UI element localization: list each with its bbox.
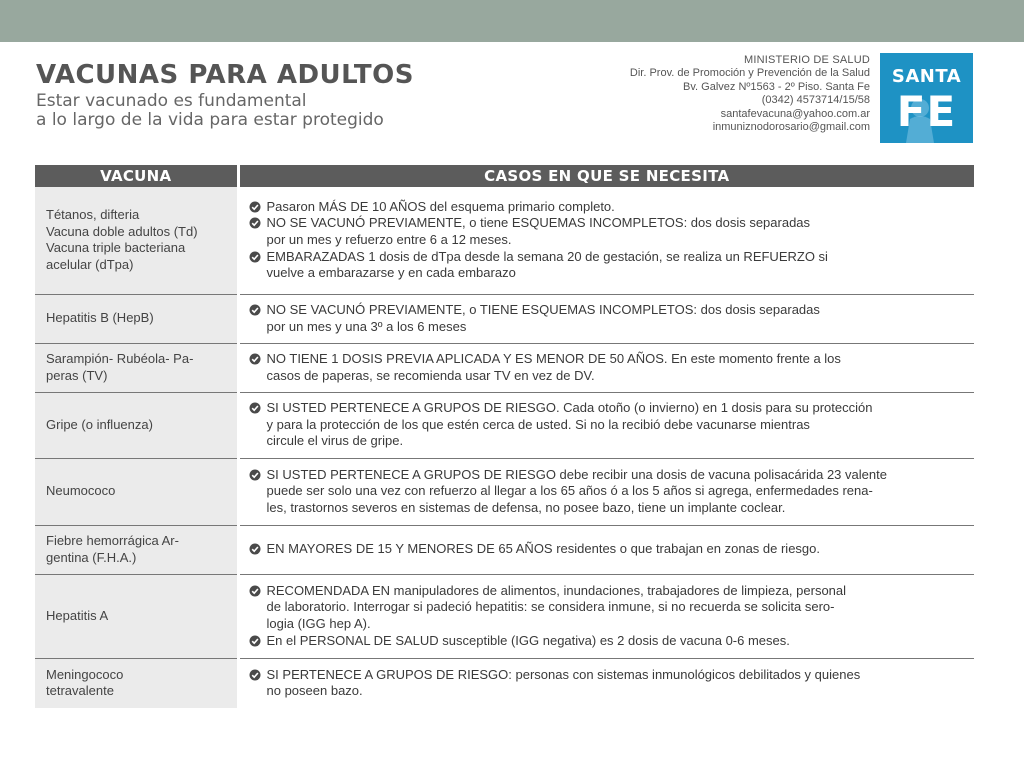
check-circle-icon: [249, 543, 261, 555]
column-header-casos: CASOS EN QUE SE NECESITA: [238, 165, 974, 187]
vaccine-name: [35, 658, 238, 708]
ministry-contact-block: [630, 54, 870, 134]
case-text-line: RECOMENDADA EN manipuladores de alimentos, inundaciones, trabajadores de limpieza, personal: [266, 582, 847, 598]
vaccine-cases: [238, 294, 974, 343]
check-circle-icon: [249, 353, 261, 365]
vaccine-name-line: Sarampión- Rubéola- Pa-: [46, 350, 194, 366]
vaccine-cases: [238, 525, 974, 574]
case-text-line: logia (IGG hep A).: [266, 616, 371, 631]
case-text-line: por un mes y refuerzo entre 6 a 12 meses.: [266, 231, 512, 247]
vaccine-name-line: Vacuna doble adultos (Td): [46, 223, 198, 239]
vaccine-name: [35, 392, 238, 458]
ministry-address: Bv. Galvez Nº1563 - 2º Piso. Santa Fe: [683, 80, 870, 93]
case-text-line: Pasaron MÁS DE 10 AÑOS del esquema primario completo.: [266, 198, 615, 214]
case-text-line: de laboratorio. Interrogar si padeció hepatitis: se considera inmune, si no recuerda se solicita sero-: [266, 599, 835, 615]
case-text-line: EN MAYORES DE 15 Y MENORES DE 65 AÑOS residentes o que trabajan en zonas de riesgo.: [266, 541, 820, 557]
vaccine-name-line: acelular (dTpa): [46, 256, 134, 272]
case-text-line: NO TIENE 1 DOSIS PREVIA APLICADA Y ES MENOR DE 50 AÑOS. En este momento frente a los: [266, 350, 841, 366]
case-item: [249, 199, 969, 216]
case-text-line: circule el virus de gripe.: [266, 433, 404, 449]
vaccine-name-line: Hepatitis B (HepB): [46, 310, 154, 326]
vaccine-name: [35, 574, 238, 658]
check-circle-icon: [249, 251, 261, 263]
case-item: [249, 302, 969, 335]
case-text-line: SI USTED PERTENECE A GRUPOS DE RIESGO. Cada otoño (o invierno) en 1 dosis para su protección: [266, 400, 873, 416]
case-text-line: vuelve a embarazarse y en cada embarazo: [266, 265, 516, 281]
vaccine-name-line: Fiebre hemorrágica Ar-: [46, 532, 179, 548]
vaccine-name-line: Vacuna triple bacteriana: [46, 240, 186, 256]
vaccine-table: [35, 165, 974, 708]
vaccine-name: [35, 294, 238, 343]
check-circle-icon: [249, 201, 261, 213]
subtitle-line-2: a lo largo de la vida para estar protegido: [36, 110, 384, 130]
table-row: [35, 574, 974, 658]
vaccine-cases: [238, 392, 974, 458]
case-item: [249, 400, 969, 450]
case-text-line: NO SE VACUNÓ PREVIAMENTE, o TIENE ESQUEMAS INCOMPLETOS: dos dosis separadas: [266, 301, 820, 317]
vaccine-name-line: Hepatitis A: [46, 607, 109, 623]
case-item: [249, 541, 969, 558]
case-text-line: EMBARAZADAS 1 dosis de dTpa desde la semana 20 de gestación, se realiza un REFUERZO si: [266, 248, 828, 264]
case-text-line: SI USTED PERTENECE A GRUPOS DE RIESGO debe recibir una dosis de vacuna polisacárida 23 valente: [266, 466, 887, 482]
logo-text-fe: FE: [896, 87, 957, 136]
vaccine-name: [35, 187, 238, 294]
vaccine-name-line: Gripe (o influenza): [46, 416, 153, 432]
ministry-email-1: santafevacuna@yahoo.com.ar: [720, 107, 870, 120]
case-item: [249, 583, 969, 633]
case-text-line: por un mes y una 3º a los 6 meses: [266, 318, 467, 334]
vaccine-name: [35, 525, 238, 574]
ministry-directorate: Dir. Prov. de Promoción y Prevención de la Salud: [629, 67, 870, 80]
santa-fe-logo: [880, 53, 973, 143]
ministry-phone: (0342) 4573714/15/58: [761, 94, 870, 107]
vaccine-name: [35, 458, 238, 525]
vaccine-name-line: tetravalente: [46, 683, 114, 699]
table-row: [35, 343, 974, 392]
case-text-line: puede ser solo una vez con refuerzo al llegar a los 65 años ó a los 5 años si agrega, enfermedades rena-: [266, 483, 873, 499]
logo-text-santa: SANTA: [891, 66, 962, 87]
vaccine-name: [35, 343, 238, 392]
case-text-line: les, trastornos severos en sistemas de defensa, no posee bazo, tiene un implante coclear.: [266, 499, 786, 515]
case-item: [249, 215, 969, 248]
vaccine-name-line: Neumococo: [46, 483, 116, 499]
vaccine-name-line: peras (TV): [46, 367, 108, 383]
top-band: [0, 0, 1024, 42]
subtitle-line-1: Estar vacunado es fundamental: [36, 91, 307, 111]
case-text-line: casos de paperas, se recomienda usar TV en vez de DV.: [266, 367, 595, 383]
case-text-line: En el PERSONAL DE SALUD susceptible (IGG negativa) es 2 dosis de vacuna 0-6 meses.: [266, 632, 790, 648]
column-header-vacuna: VACUNA: [35, 165, 238, 187]
table-row: [35, 525, 974, 574]
table-row: [35, 658, 974, 708]
table-row: [35, 294, 974, 343]
vaccine-cases: [238, 343, 974, 392]
case-text-line: y para la protección de los que estén cerca de usted. Si no la recibió debe vacunarse mientras: [266, 416, 810, 432]
vaccine-cases: [238, 458, 974, 525]
case-item: [249, 249, 969, 282]
table-row: [35, 458, 974, 525]
case-text-line: SI PERTENECE A GRUPOS DE RIESGO: personas con sistemas inmunológicos debilitados y quienes: [266, 666, 861, 682]
check-circle-icon: [249, 304, 261, 316]
case-item: [249, 667, 969, 700]
page-title: VACUNAS PARA ADULTOS: [36, 60, 414, 90]
vaccine-cases: [238, 574, 974, 658]
check-circle-icon: [249, 217, 261, 229]
title-block: [36, 58, 414, 130]
ministry-email-2: inmuniznodorosario@gmail.com: [712, 121, 870, 134]
vaccine-name-line: Tétanos, difteria: [46, 207, 140, 223]
check-circle-icon: [249, 402, 261, 414]
table-row: [35, 392, 974, 458]
vaccine-name-line: gentina (F.H.A.): [46, 549, 137, 565]
case-text-line: no poseen bazo.: [266, 683, 363, 699]
case-text-line: NO SE VACUNÓ PREVIAMENTE, o tiene ESQUEMAS INCOMPLETOS: dos dosis separadas: [266, 215, 811, 231]
ministry-name: MINISTERIO DE SALUD: [743, 54, 870, 66]
table-row: [35, 187, 974, 294]
check-circle-icon: [249, 635, 261, 647]
case-item: [249, 351, 969, 384]
check-circle-icon: [249, 669, 261, 681]
check-circle-icon: [249, 585, 261, 597]
case-item: [249, 633, 969, 650]
case-item: [249, 467, 969, 517]
vaccine-name-line: Meningococo: [46, 666, 124, 682]
table-header-row: [35, 165, 974, 187]
check-circle-icon: [249, 469, 261, 481]
vaccine-cases: [238, 187, 974, 294]
vaccine-cases: [238, 658, 974, 708]
